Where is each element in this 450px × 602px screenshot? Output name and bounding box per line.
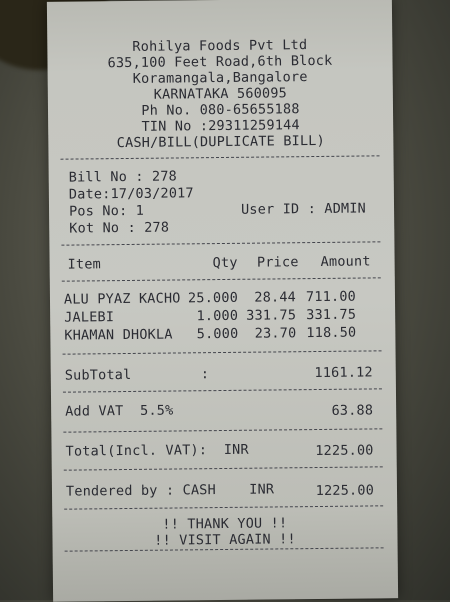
visit-again-message: !! VISIT AGAIN !! bbox=[154, 531, 296, 549]
address-line-2: Koramangala,Bangalore bbox=[132, 69, 308, 87]
item-price: 331.75 bbox=[246, 307, 297, 324]
divider bbox=[64, 505, 383, 509]
bill-date: Date:17/03/2017 bbox=[68, 185, 194, 203]
item-price: 23.70 bbox=[254, 325, 297, 342]
column-header-qty: Qty bbox=[212, 254, 238, 272]
kot-number: Kot No : 278 bbox=[69, 219, 170, 237]
divider bbox=[61, 241, 380, 245]
bill-number: Bill No : 278 bbox=[68, 168, 178, 186]
total-value: 1225.00 bbox=[315, 442, 374, 460]
tendered-value: 1225.00 bbox=[315, 482, 375, 500]
divider bbox=[64, 466, 383, 470]
item-name: ALU PYAZ KACHO bbox=[63, 290, 181, 308]
pos-number: Pos No: 1 bbox=[68, 202, 145, 220]
address-line-3: KARNATAKA 560095 bbox=[153, 85, 288, 103]
item-qty: 5.000 bbox=[196, 325, 239, 343]
divider bbox=[62, 277, 381, 281]
phone-number: Ph No. 080-65655188 bbox=[141, 101, 300, 119]
item-qty: 25.000 bbox=[187, 289, 239, 307]
vat-value: 63.88 bbox=[331, 402, 374, 419]
total-label: Total(Incl. VAT): INR bbox=[65, 441, 249, 460]
user-id: User ID : ADMIN bbox=[240, 200, 367, 218]
column-header-amount: Amount bbox=[320, 253, 371, 270]
divider bbox=[63, 428, 382, 432]
item-price: 28.44 bbox=[254, 289, 297, 306]
subtotal-value: 1161.12 bbox=[314, 364, 373, 382]
thank-you-message: !! THANK YOU !! bbox=[162, 515, 288, 533]
item-amount: 331.75 bbox=[306, 306, 357, 324]
item-amount: 118.50 bbox=[306, 324, 357, 342]
item-amount: 711.00 bbox=[305, 288, 357, 306]
divider bbox=[63, 388, 382, 392]
item-name: KHAMAN DHOKLA bbox=[64, 326, 173, 344]
vat-label: Add VAT 5.5% bbox=[65, 402, 174, 420]
item-name: JALEBI bbox=[64, 309, 115, 326]
column-header-price: Price bbox=[256, 254, 299, 271]
divider bbox=[61, 155, 380, 159]
company-name: Rohilya Foods Pvt Ltd bbox=[132, 37, 308, 55]
subtotal-colon: : bbox=[200, 366, 210, 383]
bill-type: CASH/BILL(DUPLICATE BILL) bbox=[116, 132, 326, 152]
divider bbox=[63, 350, 382, 354]
receipt bbox=[47, 0, 398, 602]
tin-number: TIN No :29311259144 bbox=[141, 117, 300, 135]
column-header-item: Item bbox=[67, 256, 102, 273]
address-line-1: 635,100 Feet Road,6th Block bbox=[107, 52, 333, 72]
tendered-label: Tendered by : CASH INR bbox=[65, 481, 275, 500]
item-qty: 1.000 bbox=[196, 307, 239, 325]
subtotal-label: SubTotal bbox=[64, 366, 132, 384]
